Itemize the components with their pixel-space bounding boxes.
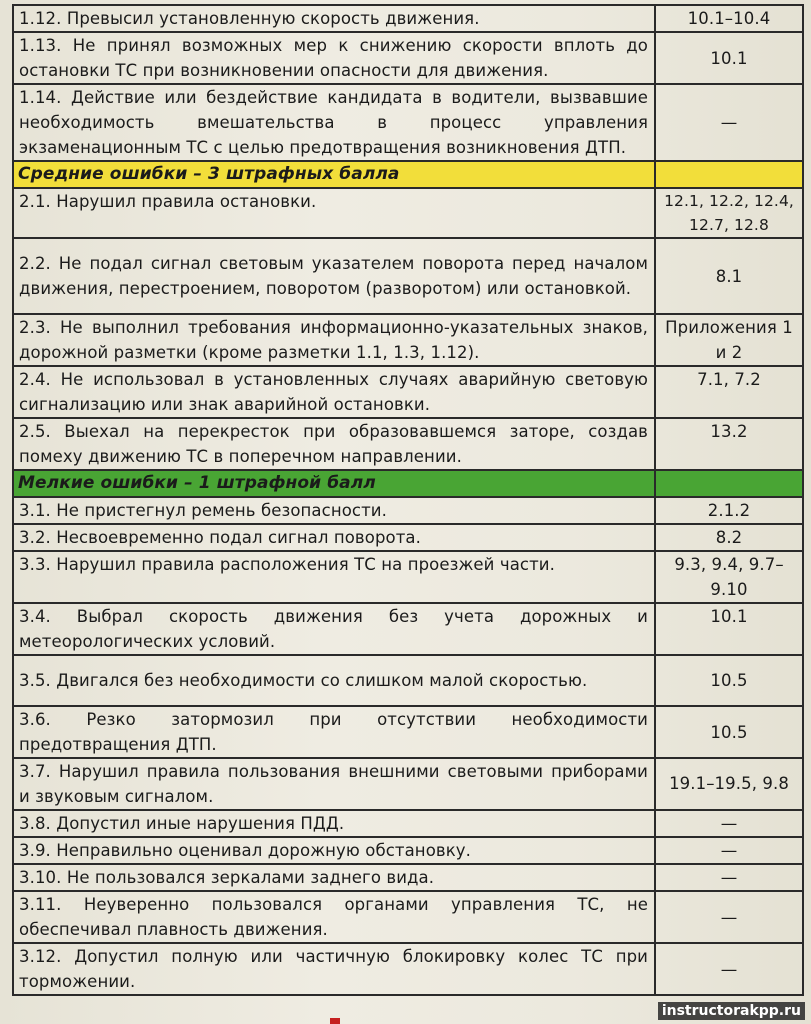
table-row xyxy=(13,238,803,314)
rule-reference: 2.1.2 xyxy=(655,497,803,524)
violation-text: 3.2. Несвоевременно подал сигнал поворота. xyxy=(13,524,655,551)
table-row xyxy=(13,84,803,161)
violation-text: 2.1. Нарушил правила остановки. xyxy=(13,188,655,238)
violation-text: 3.3. Нарушил правила расположения ТС на проезжей части. xyxy=(13,551,655,603)
violation-text: 2.2. Не подал сигнал световым указателем поворота перед началом движения, перестроением, поворотом (разворотом) или остановкой. xyxy=(13,238,655,314)
rule-reference: 7.1, 7.2 xyxy=(655,366,803,418)
violation-text: 1.14. Действие или бездействие кандидата в водители, вызвавшие необходимость вмешательства в процесс управления экзаменационным ТС с целью предотвращения возникновения ДТП. xyxy=(13,84,655,161)
violation-text: 3.4. Выбрал скорость движения без учета дорожных и метеорологических условий. xyxy=(13,603,655,655)
table-row xyxy=(13,810,803,837)
watermark: instructorakpp.ru xyxy=(658,1002,805,1020)
violations-table xyxy=(12,4,804,996)
section-spacer xyxy=(655,161,803,188)
table-row xyxy=(13,837,803,864)
table-row xyxy=(13,603,803,655)
rule-reference: — xyxy=(655,810,803,837)
table-row xyxy=(13,891,803,943)
rule-reference: 10.1 xyxy=(655,603,803,655)
table-row xyxy=(13,366,803,418)
violation-text: 2.4. Не использовал в установленных случаях аварийную световую сигнализацию или знак аварийной остановки. xyxy=(13,366,655,418)
table-row xyxy=(13,524,803,551)
section-title: Мелкие ошибки – 1 штрафной балл xyxy=(13,470,655,497)
section-spacer xyxy=(655,470,803,497)
table-row xyxy=(13,314,803,366)
section-header-medium xyxy=(13,161,803,188)
violation-text: 1.13. Не принял возможных мер к снижению скорости вплоть до остановки ТС при возникновении опасности для движения. xyxy=(13,32,655,84)
table-row xyxy=(13,32,803,84)
rule-reference: 12.1, 12.2, 12.4, 12.7, 12.8 xyxy=(655,188,803,238)
rule-reference: — xyxy=(655,864,803,891)
table-row xyxy=(13,864,803,891)
rule-reference: — xyxy=(655,837,803,864)
table-row xyxy=(13,551,803,603)
rule-reference: — xyxy=(655,84,803,161)
violation-text: 3.1. Не пристегнул ремень безопасности. xyxy=(13,497,655,524)
violation-text: 3.5. Двигался без необходимости со слишком малой скоростью. xyxy=(13,655,655,706)
rule-reference: 10.1–10.4 xyxy=(655,5,803,32)
rule-reference: — xyxy=(655,891,803,943)
table-row xyxy=(13,655,803,706)
violation-text: 1.12. Превысил установленную скорость движения. xyxy=(13,5,655,32)
table-row xyxy=(13,943,803,995)
table-row xyxy=(13,758,803,810)
table-row xyxy=(13,418,803,470)
violation-text: 3.10. Не пользовался зеркалами заднего вида. xyxy=(13,864,655,891)
rule-reference: 9.3, 9.4, 9.7–9.10 xyxy=(655,551,803,603)
section-title: Средние ошибки – 3 штрафных балла xyxy=(13,161,655,188)
violation-text: 3.12. Допустил полную или частичную блокировку колес ТС при торможении. xyxy=(13,943,655,995)
rule-reference: 13.2 xyxy=(655,418,803,470)
violation-text: 2.5. Выехал на перекресток при образовавшемся заторе, создав помеху движению ТС в поперечном направлении. xyxy=(13,418,655,470)
rule-reference: 8.1 xyxy=(655,238,803,314)
rule-reference: 8.2 xyxy=(655,524,803,551)
rule-reference: Приложения 1 и 2 xyxy=(655,314,803,366)
violation-text: 3.11. Неуверенно пользовался органами управления ТС, не обеспечивал плавность движения. xyxy=(13,891,655,943)
rule-reference: 19.1–19.5, 9.8 xyxy=(655,758,803,810)
rule-reference: 10.5 xyxy=(655,706,803,758)
violation-text: 3.9. Неправильно оценивал дорожную обстановку. xyxy=(13,837,655,864)
violation-text: 3.8. Допустил иные нарушения ПДД. xyxy=(13,810,655,837)
rule-reference: — xyxy=(655,943,803,995)
table-row xyxy=(13,5,803,32)
violation-text: 3.6. Резко затормозил при отсутствии необходимости предотвращения ДТП. xyxy=(13,706,655,758)
table-row xyxy=(13,497,803,524)
violation-text: 2.3. Не выполнил требования информационно-указательных знаков, дорожной разметки (кроме разметки 1.1, 1.3, 1.12). xyxy=(13,314,655,366)
table-row xyxy=(13,706,803,758)
section-header-minor xyxy=(13,470,803,497)
violation-text: 3.7. Нарушил правила пользования внешними световыми приборами и звуковым сигналом. xyxy=(13,758,655,810)
decorative-mark xyxy=(330,1018,340,1024)
rule-reference: 10.5 xyxy=(655,655,803,706)
rule-reference: 10.1 xyxy=(655,32,803,84)
table-row xyxy=(13,188,803,238)
